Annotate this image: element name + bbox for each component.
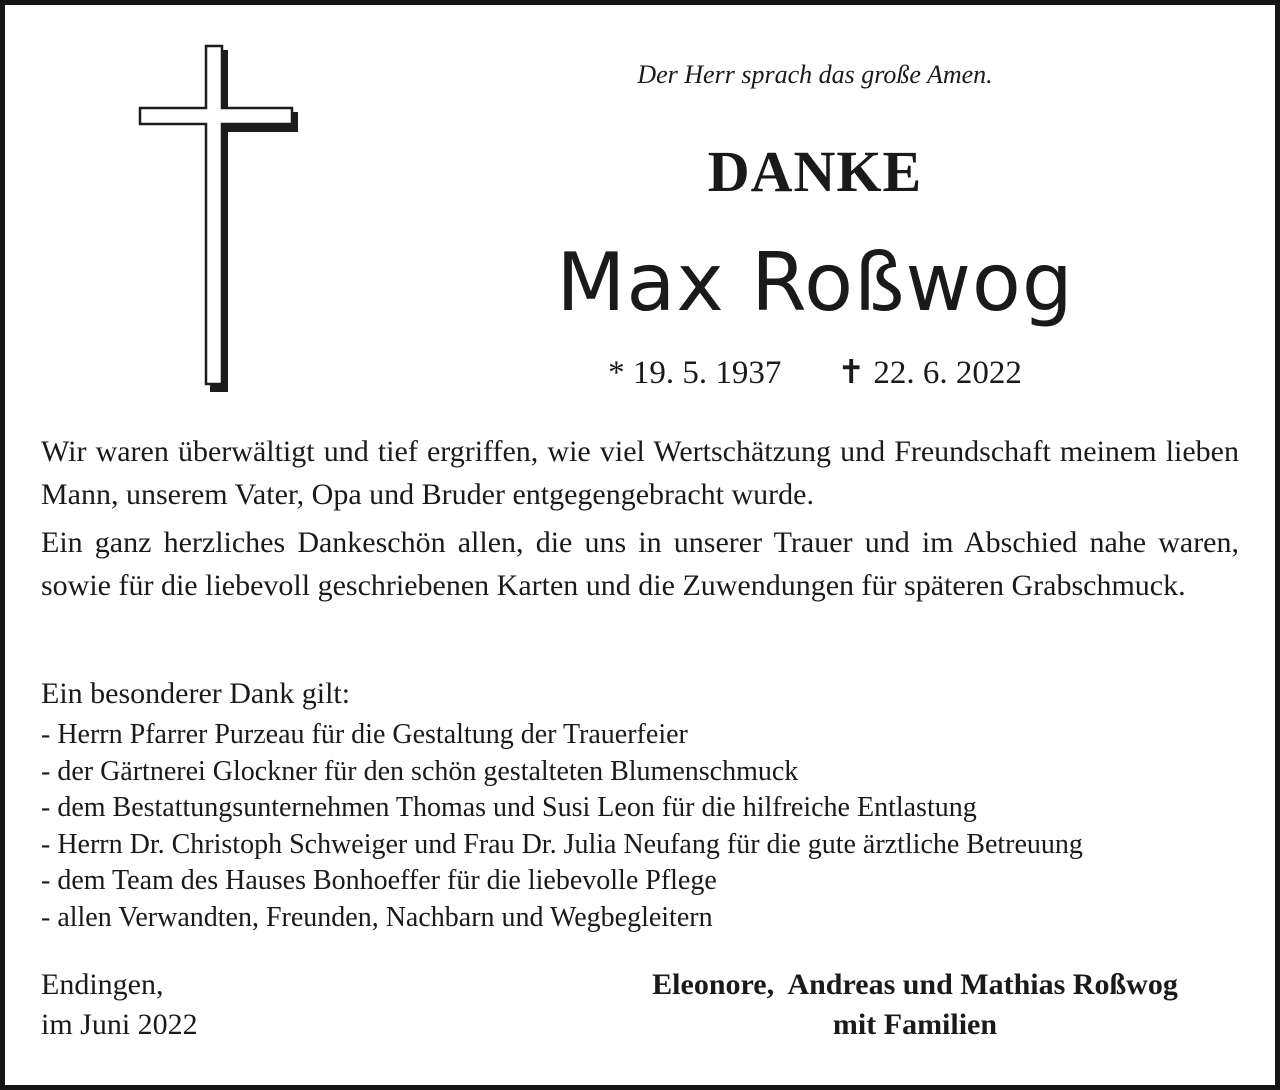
list-item: - dem Team des Hauses Bonhoeffer für die liebevolle Pflege: [41, 865, 717, 896]
list-item: - Herrn Pfarrer Purzeau für die Gestaltung der Trauerfeier: [41, 719, 688, 750]
death-date: ✝ 22. 6. 2022: [837, 355, 1022, 391]
page-title: DANKE: [707, 139, 923, 204]
deceased-name: Max Roßwog: [556, 236, 1074, 329]
latin-cross-icon: [138, 44, 300, 392]
list-item: - der Gärtnerei Glockner für den schön gestalteten Blumenschmuck: [41, 755, 799, 787]
signatory-names: Eleonore, Andreas und Mathias Roßwog: [652, 968, 1178, 1001]
signatories: [590, 965, 1240, 1045]
date: im Juni 2022: [41, 1008, 198, 1041]
life-dates: [540, 352, 1090, 392]
signatory-suffix: mit Familien: [832, 1008, 998, 1041]
birth-date: * 19. 5. 1937: [608, 355, 782, 391]
special-thanks-heading: Ein besonderer Dank gilt:: [41, 677, 351, 710]
list-item: - allen Verwandten, Freunden, Nachbarn und Wegbegleitern: [41, 901, 713, 933]
bible-motto: Der Herr sprach das große Amen.: [637, 60, 993, 89]
place: Endingen,: [41, 968, 164, 1001]
thanks-paragraph-2: Ein ganz herzliches Dankeschön allen, die uns in unserer Trauer und im Abschied nahe waren, sowie für die liebevoll geschriebenen Karten und die Zuwendungen für späteren Grabschmuck.: [41, 526, 1239, 602]
place-and-date: [41, 965, 198, 1045]
list-item: - Herrn Dr. Christoph Schweiger und Frau Dr. Julia Neufang für die gute ärztliche Betreuung: [41, 828, 1083, 860]
special-thanks-list: [41, 717, 1083, 936]
list-item: - dem Bestattungsunternehmen Thomas und Susi Leon für die hilfreiche Entlastung: [41, 792, 977, 823]
thanks-paragraph-1: Wir waren überwältigt und tief ergriffen, wie viel Wertschätzung und Freundschaft meinem lieben Mann, unserem Vater, Opa und Bruder entgegengebracht wurde.: [41, 435, 1239, 511]
